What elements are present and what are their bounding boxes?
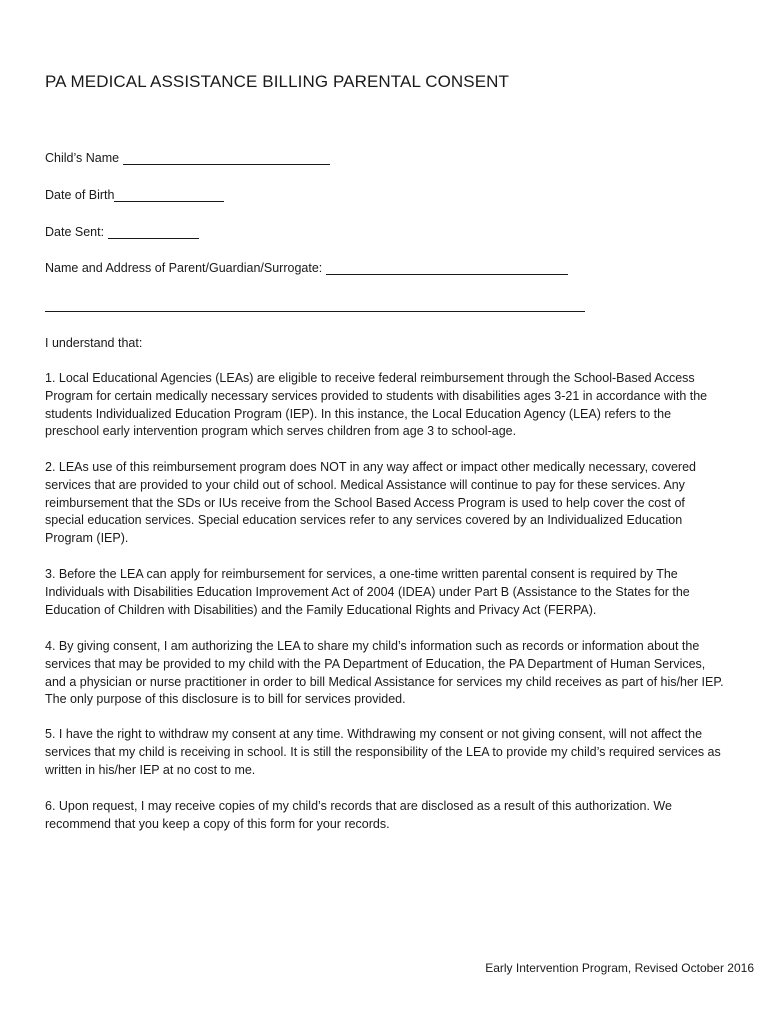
date-of-birth-field[interactable]	[45, 188, 224, 202]
paragraph-4: 4. By giving consent, I am authorizing the LEA to share my child’s information such as records or information about the services that may be provided to my child with the PA Department of Education, the PA Department of Human Services, and a physician or nurse practitioner in order to bill Medical Assistance for services my child receives as part of his/her IEP. The only purpose of this disclosure is to bill for services provided.	[45, 639, 724, 707]
date-sent-blank[interactable]	[108, 226, 199, 239]
date-sent-label: Date Sent:	[45, 225, 105, 239]
parent-address-line-2[interactable]	[45, 311, 585, 312]
date-of-birth-label: Date of Birth	[45, 188, 115, 202]
child-name-label: Child’s Name	[45, 151, 120, 165]
paragraph-5: 5. I have the right to withdraw my consent at any time. Withdrawing my consent or not giving consent, will not affect the services that my child is receiving in school. It is still the responsibility of the LEA to provide my child’s required services as written in his/her IEP at no cost to me.	[45, 727, 721, 777]
paragraph-3: 3. Before the LEA can apply for reimbursement for services, a one-time written parental consent is required by The Individuals with Disabilities Education Improvement Act of 2004 (IDEA) under Part B (Assistance to the States for the Education of Children with Disabilities) and the Family Educational Rights and Privacy Act (FERPA).	[45, 567, 690, 617]
child-name-blank[interactable]	[123, 152, 330, 165]
paragraph-1: 1. Local Educational Agencies (LEAs) are eligible to receive federal reimbursement through the School-Based Access Program for certain medically necessary services provided to students with disabilities ages 3-21 in accordance with the students Individualized Education Program (IEP). In this instance, the Local Education Agency (LEA) refers to the preschool early intervention program which serves children from age 3 to school-age.	[45, 371, 708, 439]
intro-text: I understand that:	[45, 336, 143, 350]
date-sent-field[interactable]	[45, 225, 199, 239]
page-title: PA MEDICAL ASSISTANCE BILLING PARENTAL CONSENT	[45, 72, 510, 91]
footer-revision-note: Early Intervention Program, Revised October 2016	[485, 961, 754, 975]
paragraph-2: 2. LEAs use of this reimbursement program does NOT in any way affect or impact other medically necessary, covered services that are provided to your child out of school. Medical Assistance will continue to pay for these services. Any reimbursement that the SDs or IUs receive from the School Based Access Program is used to help cover the cost of special education services. Special education services refer to any services covered by an Individualized Education Program (IEP).	[45, 460, 696, 546]
parent-name-address-blank[interactable]	[326, 262, 568, 275]
parent-name-address-field[interactable]	[45, 261, 568, 275]
paragraph-6: 6. Upon request, I may receive copies of my child’s records that are disclosed as a result of this authorization. We recommend that you keep a copy of this form for your records.	[45, 799, 672, 831]
date-of-birth-blank[interactable]	[114, 189, 224, 202]
parent-name-address-label: Name and Address of Parent/Guardian/Surrogate:	[45, 261, 323, 275]
child-name-field[interactable]	[45, 151, 330, 165]
